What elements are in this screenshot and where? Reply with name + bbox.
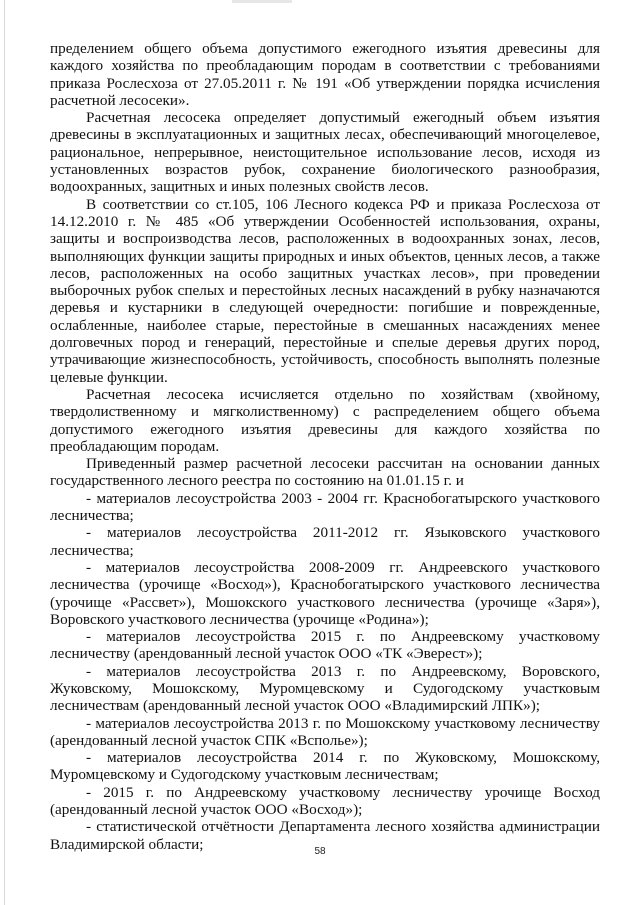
document-body bbox=[50, 40, 600, 853]
list-item: - материалов лесоустройства 2013 г. по Андреевскому, Воровского, Жуковскому, Мошокскому, Муромцевскому и Судогодскому участковым лесничествам (арендованный лесной участок ООО «Владимирский ЛПК»); bbox=[50, 662, 600, 715]
list-item: - материалов лесоустройства 2015 г. по Андреевскому участковому лесничеству (арендованный лесной участок ООО «ТК «Эверест»); bbox=[50, 628, 600, 663]
scan-edge-line bbox=[4, 0, 5, 905]
list-item: - материалов лесоустройства 2013 г. по Мошокскому участковому лесничеству (арендованный лесной участок СПК «Всполье»); bbox=[50, 714, 600, 749]
list-item: - 2015 г. по Андреевскому участковому лесничеству урочище Восход (арендованный лесной участок ООО «Восход»); bbox=[50, 783, 600, 819]
list-item: - материалов лесоустройства 2011-2012 гг. Языковского участкового лесничества; bbox=[50, 524, 600, 559]
list-item: - статистической отчётности Департамента лесного хозяйства администрации Владимирской области; bbox=[50, 818, 600, 853]
list-item: - материалов лесоустройства 2003 - 2004 гг. Краснобогатырского участкового лесничества; bbox=[50, 489, 600, 525]
list-item: - материалов лесоустройства 2014 г. по Жуковскому, Мошокскому, Муромцевскому и Судогодскому участковым лесничествам; bbox=[50, 749, 600, 784]
paragraph-estimated-cutting-area: Расчетная лесосека определяет допустимый ежегодный объем изъятия древесины в эксплуатационных и защитных лесах, обеспечивающий многоцелевое, рациональное, непрерывное, неистощительное использование лесов, исходя из установленных возрастов рубок, сохранение биологического разнообразия, водоохранных, защитных и иных полезных свойств лесов. bbox=[50, 109, 600, 196]
paragraph-data-sources: Приведенный размер расчетной лесосеки рассчитан на основании данных государственного лесного реестра по состоянию на 01.01.15 г. и bbox=[50, 455, 600, 490]
scan-top-mark bbox=[232, 0, 292, 3]
paragraph-forest-code: В соответствии со ст.105, 106 Лесного кодекса РФ и приказа Рослесхоза от 14.12.2010 г. № 485 «Об утверждении Особенностей использования, охраны, защиты и воспроизводства лесов, расположенных в водоохранных зонах, лесов, выполняющих функции защиты природных и иных объектов, ценных лесов, а также лесов, расположенных на особо защитных участках лесов», при проведении выборочных рубок спелых и перестойных лесных насаждений в рубку назначаются деревья и кустарники в следующей очередности: погибшие и поврежденные, ослабленные, наиболее старые, перестойные в смешанных насаждениях менее долговечных пород и генераций, перестойные и спелые деревья других пород, утрачивающие жизнеспособность, устойчивость, способность выполнять полезные целевые функции. bbox=[50, 195, 600, 386]
paragraph-continuation: пределением общего объема допустимого ежегодного изъятия древесины для каждого хозяйства по преобладающим породам в соответствии с требованиями приказа Рослесхоза от 27.05.2011 г. № 191 «Об утверждении порядка исчисления расчетной лесосеки». bbox=[50, 40, 600, 109]
paragraph-calculation-by-farms: Расчетная лесосека исчисляется отдельно по хозяйствам (хвойному, твердолиственному и мягколиственному) с распределением общего объема допустимого ежегодного изъятия древесины для каждого хозяйства по преобладающим породам. bbox=[50, 385, 600, 455]
page-number: 58 bbox=[314, 846, 326, 857]
list-item: - материалов лесоустройства 2008-2009 гг. Андреевского участкового лесничества (урочище «Восход»), Краснобогатырского участкового лесничества (урочище «Рассвет»), Мошокского участкового лесничества (урочище «Заря»), Воровского участкового лесничества (урочище «Родина»); bbox=[50, 558, 600, 628]
